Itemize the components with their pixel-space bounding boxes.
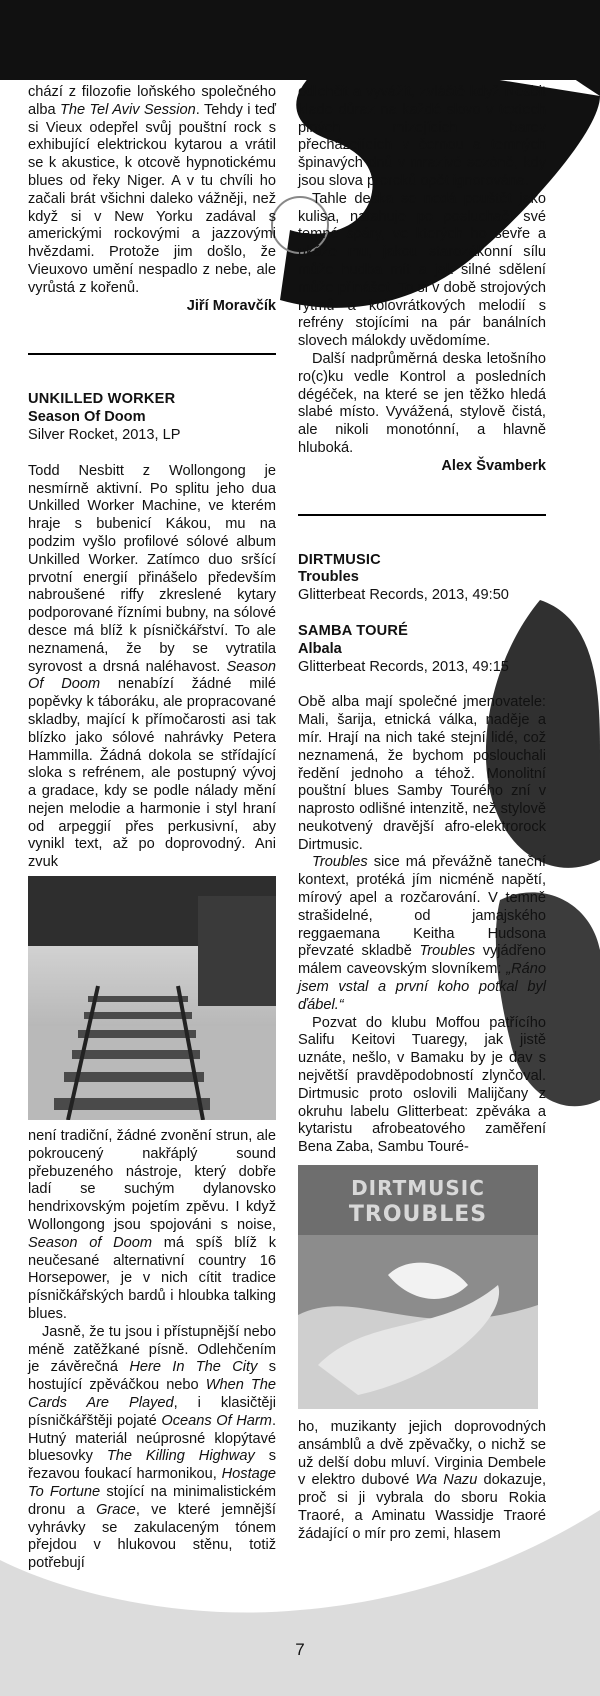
- intro-paragraph: [28, 84, 276, 298]
- song-title-italic: When The Cards Are Played: [28, 1377, 277, 1412]
- review-paragraph: [298, 1419, 546, 1544]
- review-text: má spíš blíž k neučesané alternativní country 16 Horsepower, je v nich cítit tradice písničkářských bardů i hloubka talking blues.: [28, 1234, 276, 1323]
- review-paragraph-1-cont: [28, 1128, 276, 1324]
- review-paragraph: [298, 854, 546, 1014]
- svg-text:DIRTMUSIC: DIRTMUSIC: [351, 1176, 485, 1201]
- review-text: . Hutný materiál neúprosné klopýtavé bluesovky: [28, 1412, 276, 1465]
- song-title-italic: Grace: [96, 1501, 136, 1518]
- review-album-title: Albala: [298, 640, 342, 657]
- intro-text: chází z filozofie loňského společného alba: [28, 84, 276, 118]
- song-title-italic: Oceans Of Harm: [161, 1412, 272, 1429]
- dirtmusic-troubles-album-cover: [298, 1165, 538, 1409]
- intro-author: Jiří Moravčík: [186, 297, 276, 314]
- intro-signature-line: [28, 298, 276, 316]
- album-title-italic: Season of Doom: [28, 1234, 153, 1251]
- review-author: Alex Švamberk: [441, 457, 546, 474]
- song-title-italic: Here In The City: [129, 1359, 258, 1376]
- spacer: [298, 605, 546, 623]
- continued-paragraph: odlehčit a vyvážit, zvláště když Nesbit klade důraz na každé slovo v textech plných mizejících barev přecházejících v černou a temných špinavých dnů v mrazivé sezóně, kdy jsou slova proroků opět ignorována.: [298, 84, 546, 189]
- review-paragraph-2: [28, 1324, 276, 1573]
- intro-text-cont: . Tehdy i teď si Vieux odepřel svůj pouštní rock s exhibující elektrickou kytarou a vrátil se k akustice, k otcově hypnotickému blues od řeky Niger. A v tu chvíli ho začali brát všichni daleko vážněji, než když si v New Yorku zadával s americkými rockovými a jazzovými hvězdami. Protože jim došlo, že Vieuxovo umění nespadlo z nebe, ale vyrůstá z kořenů.: [28, 101, 276, 296]
- review-text: , ve které jemnější vyhrávky se zakulaceným tónem přejdou v hlukovou stěnu, totiž potřebují: [28, 1501, 276, 1572]
- lyric-quote: „Ráno jsem vstal a první koho potkal byl ďábel.“: [298, 961, 546, 1013]
- review-text: nenabízí žádné milé popěvky k táboráku, ale propracované skladby, mající k přímočarosti asi tak blízko jako sólové nahrávky Petera Hammilla. Žádná dokola se střídající sloka s refrénem, ale postupný vývoj a gradace, kdy se podle nálady mění nejen melodie a harmonie i styl hraní od arpeggií přes perkusivní, aby vynikl text, až po doprovodný. Ani zvuk: [28, 676, 276, 871]
- page-number: 7: [295, 1640, 305, 1659]
- review-paragraph: Pozvat do klubu Moffou patřícího Salifu Keitovi Tuaregy, jak jistě uznáte, nešlo, v Bamaku by je dav s největší pravděpodobností zlynčoval. Dirtmusic proto oslovili Malijčany z okruhu labelu Glitterbeat: zpěváka a kytaristu afrobeatového zaměření Bena Zaba, Sambu Touré-: [298, 1014, 546, 1156]
- album-title-italic: Troubles: [312, 854, 368, 871]
- review-paragraph: Obě alba mají společné jmenovatele: Mali, šarija, etnická válka, naděje a mír. Hrají na nich také stejní lidé, což neznamená, že bychom poslouchali ředění jednoho a téhož. Monolitní pouštní blues Samby Tourého zní v naprosto odlišné intenzitě, než stylově neukotvený dravější afro-elektrorock Dirtmusic.: [298, 694, 546, 853]
- continued-paragraph: Další nadprůměrná deska letošního ro(c)ku vedle Kontrol a posledních dégéček, na které se jen těžko hledá slabé místo. Vyvážená, stylově čistá, ale nikoli monotónní, a hlavně hluboká.: [298, 350, 546, 456]
- svg-text:TROUBLES: TROUBLES: [348, 1202, 488, 1228]
- song-title-italic: The Killing Highway: [106, 1448, 255, 1465]
- review-text: sice má převážně taneční kontext, protéká jím nicméně napětí, mírový apel a rozčarování. V temně strašidelné, od jamajského reggaemana Keitha Hudsona převzaté skladbě: [298, 854, 546, 960]
- section-divider: [28, 353, 276, 355]
- album-title-italic: Season Of Doom: [28, 658, 276, 693]
- review-album-title: Troubles: [298, 569, 359, 586]
- review-text: Todd Nesbitt z Wollongong je nesmírně aktivní. Po splitu jeho dua Unkilled Worker Machine, ve kterém hraje s bubenicí Kákou, mu na podzim vyšlo profilové sólové album Unkilled Worker. Zatímco duo sršící prvotní energií přinášelo především nabroušené riffy zkreslené kytary podporované řízními bubny, na sólové desce má blíž k písničkářství. To ale neznamená, že by se vytratila syrovost a drsná naléhavost.: [28, 462, 276, 675]
- review-text: není tradiční, žádné zvonění strun, ale pokroucený nakřáplý sound přebuzeného nástroje, který dobře ladí se suchým dylanovsko hendrixovským pojetím zpěvu. I když Wollongong jsou spojováni s noise,: [28, 1128, 276, 1234]
- review-release-info: Silver Rocket, 2013, LP: [28, 426, 181, 443]
- review-band-name: DIRTMUSIC: [298, 551, 381, 568]
- top-dark-band: [0, 0, 600, 80]
- continued-paragraph: Tahle deska se nedá pouštět jako kulisa, natahuje po posluchači své temné spáry, ve kterých ho sevře a ukáže mu, jakou starozákonní sílu může hudba mít a jak silné sdělení může přinášet. To si v době strojových rytmů a kolovrátkových melodií s refrény stojícími na pár banálních slovech málokdy uvědomíme.: [298, 190, 546, 350]
- review-text: s řezavou foukací harmonikou,: [28, 1448, 276, 1483]
- song-title-italic: Hostage To Fortune: [28, 1466, 276, 1501]
- review-album-title: Season Of Doom: [28, 409, 146, 426]
- intro-album-title: The Tel Aviv Session: [59, 101, 196, 118]
- review-text: s hostující zpěváčkou nebo: [28, 1359, 276, 1394]
- review-text: ho, muzikanty jejich doprovodných ansámblů a dvě zpěvačky, o nichž se už delší dobu mluví. Virginia Dembele v elektro dubové: [298, 1419, 546, 1489]
- review-signature-line: [298, 458, 546, 476]
- review-release-info: Glitterbeat Records, 2013, 49:15: [298, 658, 509, 675]
- review-paragraph-1: [28, 463, 276, 872]
- song-title-italic: Wa Nazu: [415, 1472, 478, 1489]
- review-band-name: UNKILLED WORKER: [28, 391, 176, 408]
- left-column: [28, 84, 276, 1573]
- review-text: , i klasičtěji písničkářštěji pojaté: [28, 1395, 276, 1429]
- review-text: stojící na minimalistickém dronu a: [28, 1484, 276, 1518]
- pier-photo: [28, 876, 276, 1120]
- review-text: vyjádřeno málem caveovským slovníkem:: [298, 943, 546, 978]
- section-divider: [298, 514, 546, 516]
- review-release-info: Glitterbeat Records, 2013, 49:50: [298, 587, 509, 604]
- review-text: Jasně, že tu jsou i přístupnější nebo méně zatěžkané písně. Odlehčením je závěrečná: [28, 1323, 276, 1376]
- review-band-name: SAMBA TOURÉ: [298, 622, 409, 639]
- right-column: [298, 84, 546, 1544]
- song-title-italic: Troubles: [419, 943, 476, 960]
- review-text: dokazuje, proč si ji vybrala do sboru Rokia Traoré, a Aminatu Wassidje Traoré žádající o mír pro zemi, hlasem: [298, 1472, 546, 1542]
